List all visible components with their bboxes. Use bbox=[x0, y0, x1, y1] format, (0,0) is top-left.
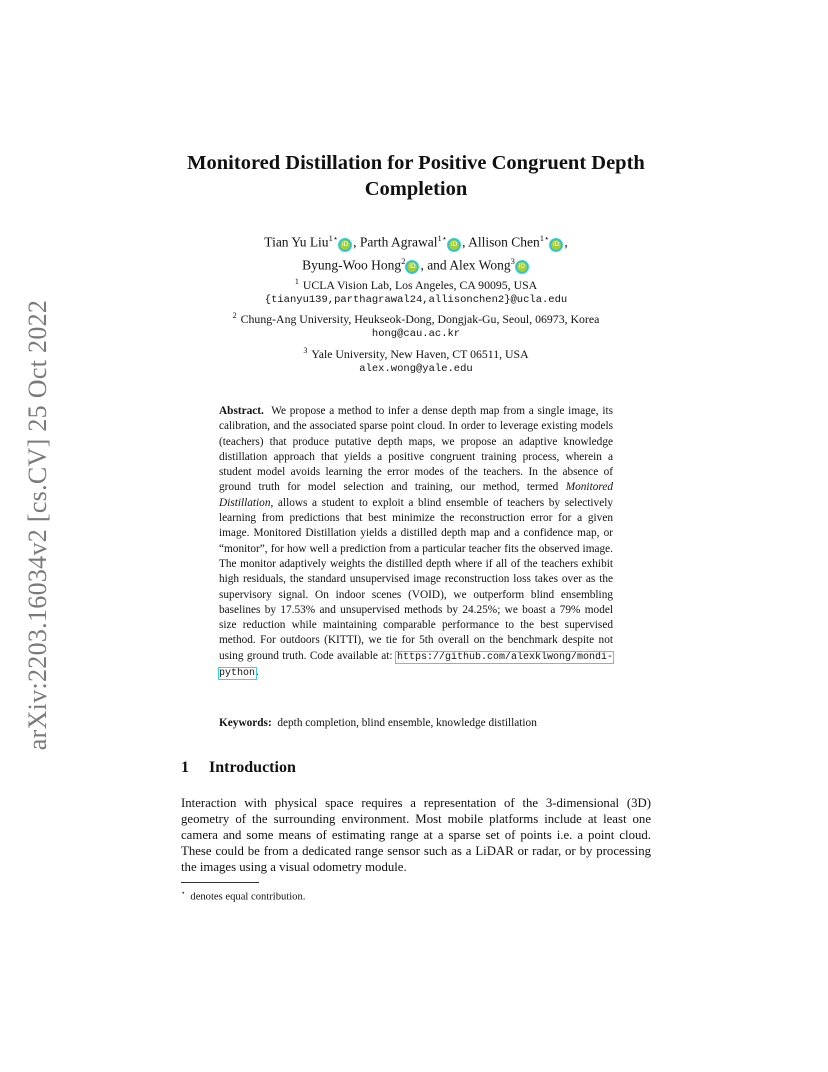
affiliations bbox=[150, 274, 682, 377]
section-number: 1 bbox=[181, 759, 189, 776]
keywords-text: depth completion, blind ensemble, knowledge distillation bbox=[277, 717, 537, 729]
section-heading bbox=[181, 759, 296, 777]
orcid-icon[interactable]: iD bbox=[406, 261, 418, 273]
footnote-rule bbox=[181, 882, 259, 883]
keywords-label: Keywords: bbox=[219, 717, 272, 729]
abstract-end: . bbox=[256, 666, 259, 679]
abstract bbox=[219, 404, 613, 681]
affiliation-2 bbox=[150, 308, 682, 327]
affiliation-number: 1 bbox=[294, 277, 299, 286]
author-superscript: 1⋆ bbox=[539, 233, 550, 243]
author-list: Tian Yu Liu$^{1⋆}$iD , Parth Agrawal$^{1⋆}$iD , Allison Chen$^{1⋆}$iD , Byung-Woo Hong$^2$iD , and Alex Wong$^3$iD bbox=[264, 233, 568, 272]
affiliation-name: UCLA Vision Lab, Los Angeles, CA 90095, USA bbox=[302, 277, 538, 292]
orcid-icon[interactable]: iD bbox=[550, 239, 562, 251]
footnote bbox=[181, 887, 305, 904]
method-name: Monitored Distillation bbox=[219, 481, 613, 509]
code-link[interactable]: https://github.com/alexklwong/mondi-python bbox=[219, 651, 613, 680]
arxiv-id-text: arXiv:2203.16034v2 [cs.CV] 25 Oct 2022 bbox=[23, 299, 52, 751]
footnote-text: denotes equal contribution. bbox=[190, 891, 306, 903]
author-superscript: 1⋆ bbox=[328, 233, 339, 243]
affiliation-3 bbox=[150, 343, 682, 362]
affiliation-number: 2 bbox=[232, 311, 237, 321]
affiliation-email[interactable]: alex.wong@yale.edu bbox=[359, 362, 473, 375]
section-title: Introduction bbox=[209, 759, 296, 776]
author-superscript: 2 bbox=[401, 255, 406, 266]
author-name: Allison Chen bbox=[468, 234, 540, 250]
affiliation-name: Chung-Ang University, Heukseok-Dong, Dongjak-Gu, Seoul, 06973, Korea bbox=[240, 312, 600, 327]
footnote-mark: ⋆ bbox=[181, 889, 186, 897]
author-superscript: 3 bbox=[510, 255, 515, 266]
author-name: Byung-Woo Hong bbox=[302, 257, 402, 272]
affiliation-number: 3 bbox=[303, 345, 308, 355]
arxiv-identifier bbox=[20, 290, 56, 760]
author-name: Tian Yu Liu bbox=[264, 234, 329, 250]
affiliation-email[interactable]: {tianyu139,parthagrawal24,allisonchen2}@ucla.edu bbox=[264, 294, 568, 307]
abstract-label: Abstract. bbox=[219, 405, 264, 417]
affiliation-1 bbox=[150, 274, 682, 293]
author-name: Alex Wong bbox=[449, 257, 511, 272]
intro-paragraph: Interaction with physical space requires a representation of the 3-dimensional (3D) geometry of the surrounding environment. Most mobile platforms include at least one camera and some means of estimating range at a sparse set of points i.e. a point cloud. These could be from a dedicated range sensor such as a LiDAR or radar, or by processing the images using a visual odometry module. bbox=[181, 796, 651, 874]
orcid-icon[interactable]: iD bbox=[448, 239, 460, 251]
paper-title: Monitored Distillation for Positive Congruent Depth Completion bbox=[187, 152, 645, 200]
orcid-icon[interactable]: iD bbox=[516, 261, 528, 273]
author-conjunction: , and bbox=[420, 257, 450, 272]
author-name: Parth Agrawal bbox=[359, 234, 438, 250]
orcid-icon[interactable]: iD bbox=[339, 239, 351, 251]
affiliation-name: Yale University, New Haven, CT 06511, USA bbox=[311, 346, 529, 361]
author-superscript: 1⋆ bbox=[437, 233, 448, 243]
affiliation-email[interactable]: hong@cau.ac.kr bbox=[371, 328, 461, 341]
abstract-text: , allows a student to exploit a blind ensemble of teachers by selectively learning from predictions that best minimize the reconstruction error for a given image. Monitored Distillation yields a distilled depth map and a confidence map, or “monitor”, for how well a prediction from a particular teacher fits the observed image. The monitor adaptively weights the distilled depth where if all of the teachers exhibit high residuals, the standard unsupervised image reconstruction loss takes over as the supervisory signal. On indoor scenes (VOID), we outperform blind ensembling baselines by 17.53% and unsupervised methods by 24.25%; we boast a 79% model size reduction while maintaining comparable performance to the best supervised method. For outdoors (KITTI), we tie for 5th overall on the benchmark despite not using ground truth. Code available at: bbox=[219, 496, 613, 662]
abstract-text: We propose a method to infer a dense depth map from a single image, its calibration, and the associated sparse point cloud. In order to leverage existing models (teachers) that produce putative depth maps, we propose an adaptive knowledge distillation approach that yields a positive congruent training process, wherein a student model avoids learning the error modes of the teachers. In the absence of ground truth for model selection and training, our method, termed bbox=[219, 405, 613, 494]
keywords bbox=[219, 716, 613, 731]
